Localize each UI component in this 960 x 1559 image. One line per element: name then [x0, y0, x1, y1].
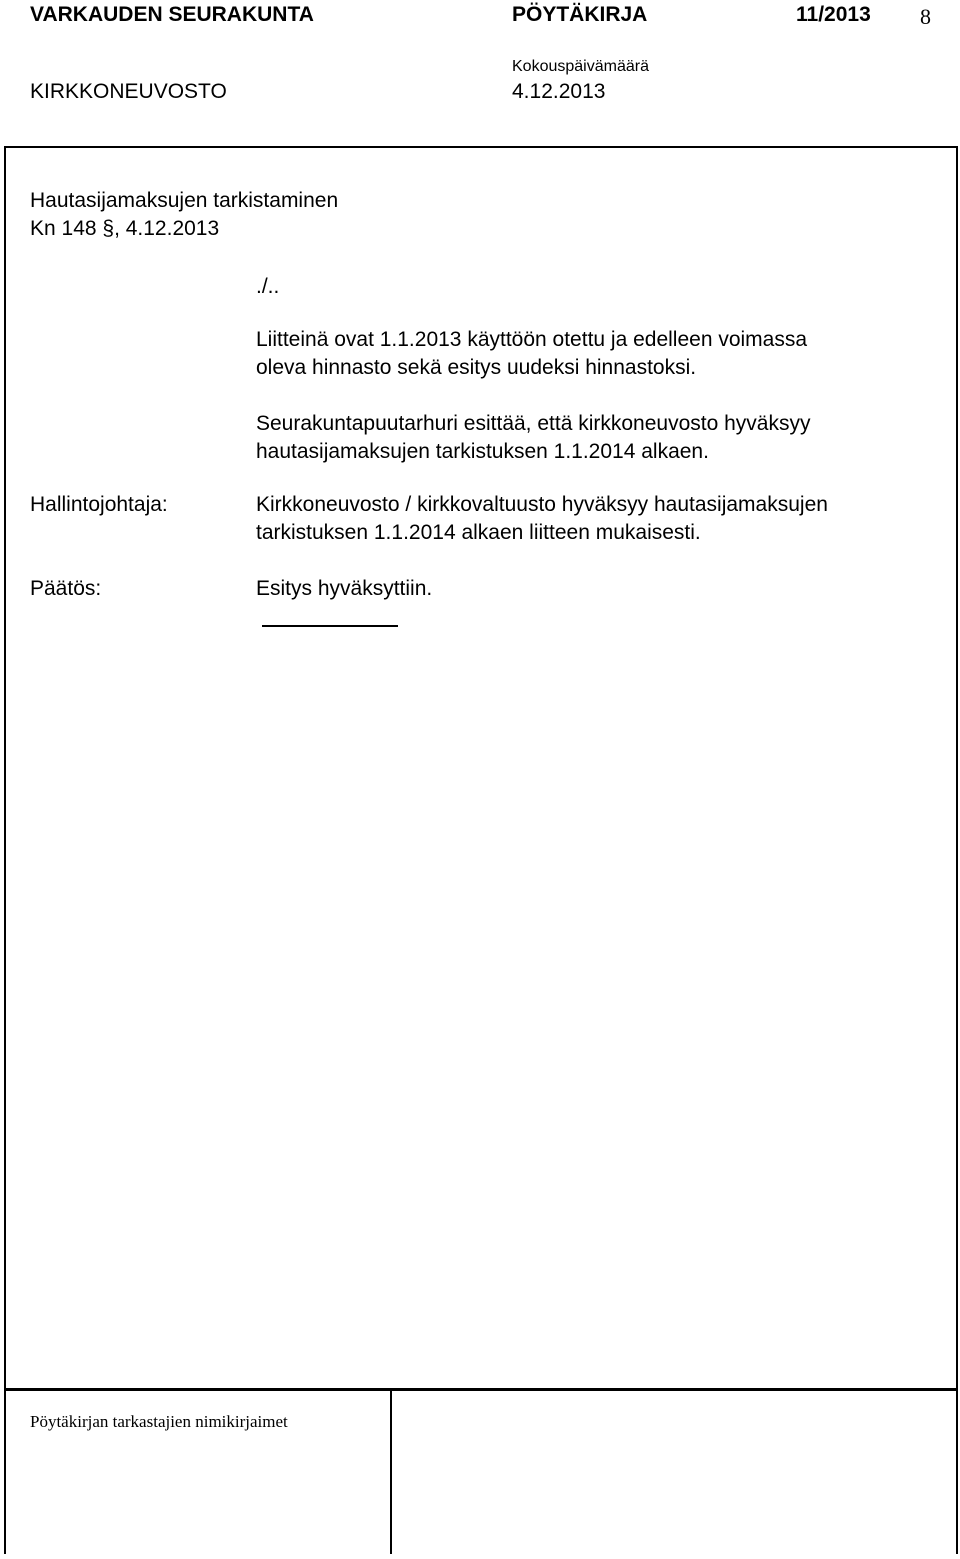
document-number: 11/2013 [796, 3, 871, 26]
meeting-date-label: Kokouspäivämäärä [512, 58, 649, 75]
gardener-proposal-line: hautasijamaksujen tarkistuksen 1.1.2014 alkaen. [256, 440, 709, 463]
document-type: PÖYTÄKIRJA [512, 3, 648, 26]
proposal-label: Hallintojohtaja: [30, 493, 168, 516]
governing-body: KIRKKONEUVOSTO [30, 80, 227, 103]
section-end-line [262, 625, 398, 627]
section-reference: Kn 148 §, 4.12.2013 [30, 217, 220, 240]
decision-text: Esitys hyväksyttiin. [256, 577, 433, 600]
section-title: Hautasijamaksujen tarkistaminen [30, 189, 339, 212]
meeting-date: 4.12.2013 [512, 80, 606, 103]
proposal-text-line: Kirkkoneuvosto / kirkkovaltuusto hyväksyy hautasijamaksujen [256, 493, 828, 516]
footer-vertical-divider [390, 1388, 392, 1554]
signature-label: Pöytäkirjan tarkastajien nimikirjaimet [30, 1412, 288, 1431]
gardener-proposal-line: Seurakuntapuutarhuri esittää, että kirkkoneuvosto hyväksyy [256, 412, 811, 435]
decision-label: Päätös: [30, 577, 102, 600]
proposal-text-line: tarkistuksen 1.1.2014 alkaen liitteen mukaisesti. [256, 521, 701, 544]
attachments-paragraph-line: Liitteinä ovat 1.1.2013 käyttöön otettu ja edelleen voimassa [256, 328, 808, 351]
organization-name: VARKAUDEN SEURAKUNTA [30, 3, 314, 26]
page-number: 8 [920, 4, 931, 29]
continuation-mark: ./.. [256, 275, 280, 298]
attachments-paragraph-line: oleva hinnasto sekä esitys uudeksi hinnastoksi. [256, 356, 697, 379]
footer-divider-line [4, 1388, 958, 1391]
